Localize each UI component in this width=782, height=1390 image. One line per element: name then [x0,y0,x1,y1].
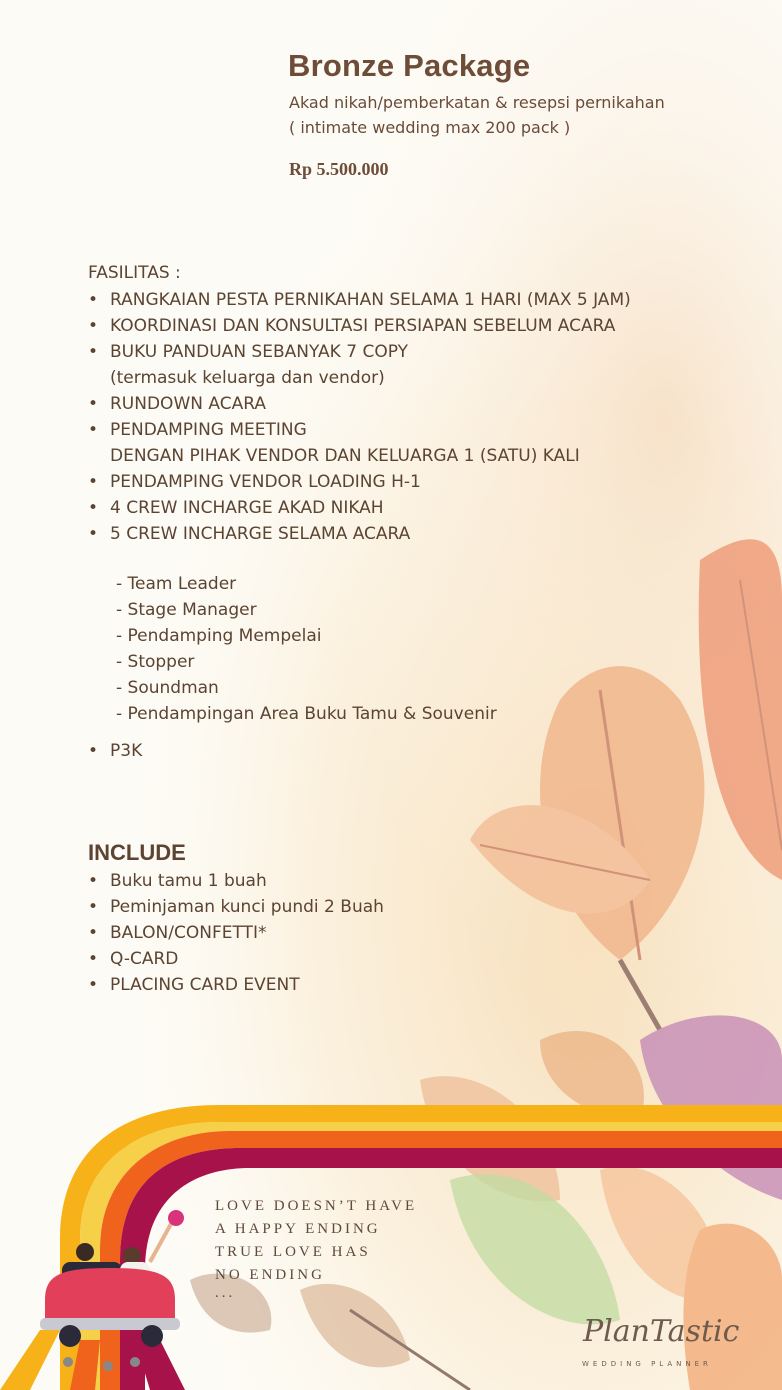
bullet-icon: • [88,975,99,995]
bullet-icon: • [88,897,99,917]
package-price: Rp 5.500.000 [289,159,389,179]
list-item: • PENDAMPING VENDOR LOADING H-1 [88,469,631,495]
bullet-icon: • [88,498,99,518]
crew-item: - Stage Manager [116,600,257,620]
list-item: • P3K [88,738,142,764]
bullet-icon: • [88,342,99,362]
bullet-icon: • [88,741,99,761]
bullet-icon: • [88,871,99,891]
crew-item: - Soundman [116,678,219,698]
crew-item: - Stopper [116,652,195,672]
list-item: • Q-CARD [88,946,384,972]
bullet-icon: • [88,316,99,336]
list-item: • Buku tamu 1 buah [88,868,384,894]
bullet-icon: • [88,524,99,544]
bullet-icon: • [88,472,99,492]
crew-item: - Team Leader [116,574,237,594]
package-capacity: ( intimate wedding max 200 pack ) [289,118,571,137]
list-item: • 4 CREW INCHARGE AKAD NIKAH [88,495,631,521]
crew-item: - Pendamping Mempelai [116,626,322,646]
crew-item: - Pendampingan Area Buku Tamu & Souvenir [116,704,497,724]
facilities-extra-list [88,738,142,764]
bullet-icon: • [88,420,99,440]
include-list [88,868,384,998]
bullet-icon: • [88,949,99,969]
list-item: • BUKU PANDUAN SEBANYAK 7 COPY (termasuk keluarga dan vendor) [88,339,631,391]
crew-list [116,571,497,727]
list-item: • KOORDINASI DAN KONSULTASI PERSIAPAN SEBELUM ACARA [88,313,631,339]
list-item: • PLACING CARD EVENT [88,972,384,998]
bullet-icon: • [88,290,99,310]
love-quote: LOVE DOESN’T HAVE A HAPPY ENDING TRUE LOVE HAS NO ENDING ... [215,1198,418,1301]
brand-logo: PlanTastic [583,1314,740,1349]
list-item: • Peminjaman kunci pundi 2 Buah [88,894,384,920]
facilities-list [88,287,631,547]
bullet-icon: • [88,923,99,943]
package-description: Akad nikah/pemberkatan & resepsi pernikahan [289,93,665,112]
bullet-icon: • [88,394,99,414]
list-item: • RUNDOWN ACARA [88,391,631,417]
include-heading: INCLUDE [88,840,186,865]
list-item: • 5 CREW INCHARGE SELAMA ACARA [88,521,631,547]
brand-tagline: WEDDING PLANNER [582,1360,712,1368]
package-title: Bronze Package [288,48,531,83]
facilities-heading: FASILITAS : [88,263,181,283]
list-item: • PENDAMPING MEETING DENGAN PIHAK VENDOR DAN KELUARGA 1 (SATU) KALI [88,417,631,469]
list-item: • RANGKAIAN PESTA PERNIKAHAN SELAMA 1 HARI (MAX 5 JAM) [88,287,631,313]
list-item: • BALON/CONFETTI* [88,920,384,946]
